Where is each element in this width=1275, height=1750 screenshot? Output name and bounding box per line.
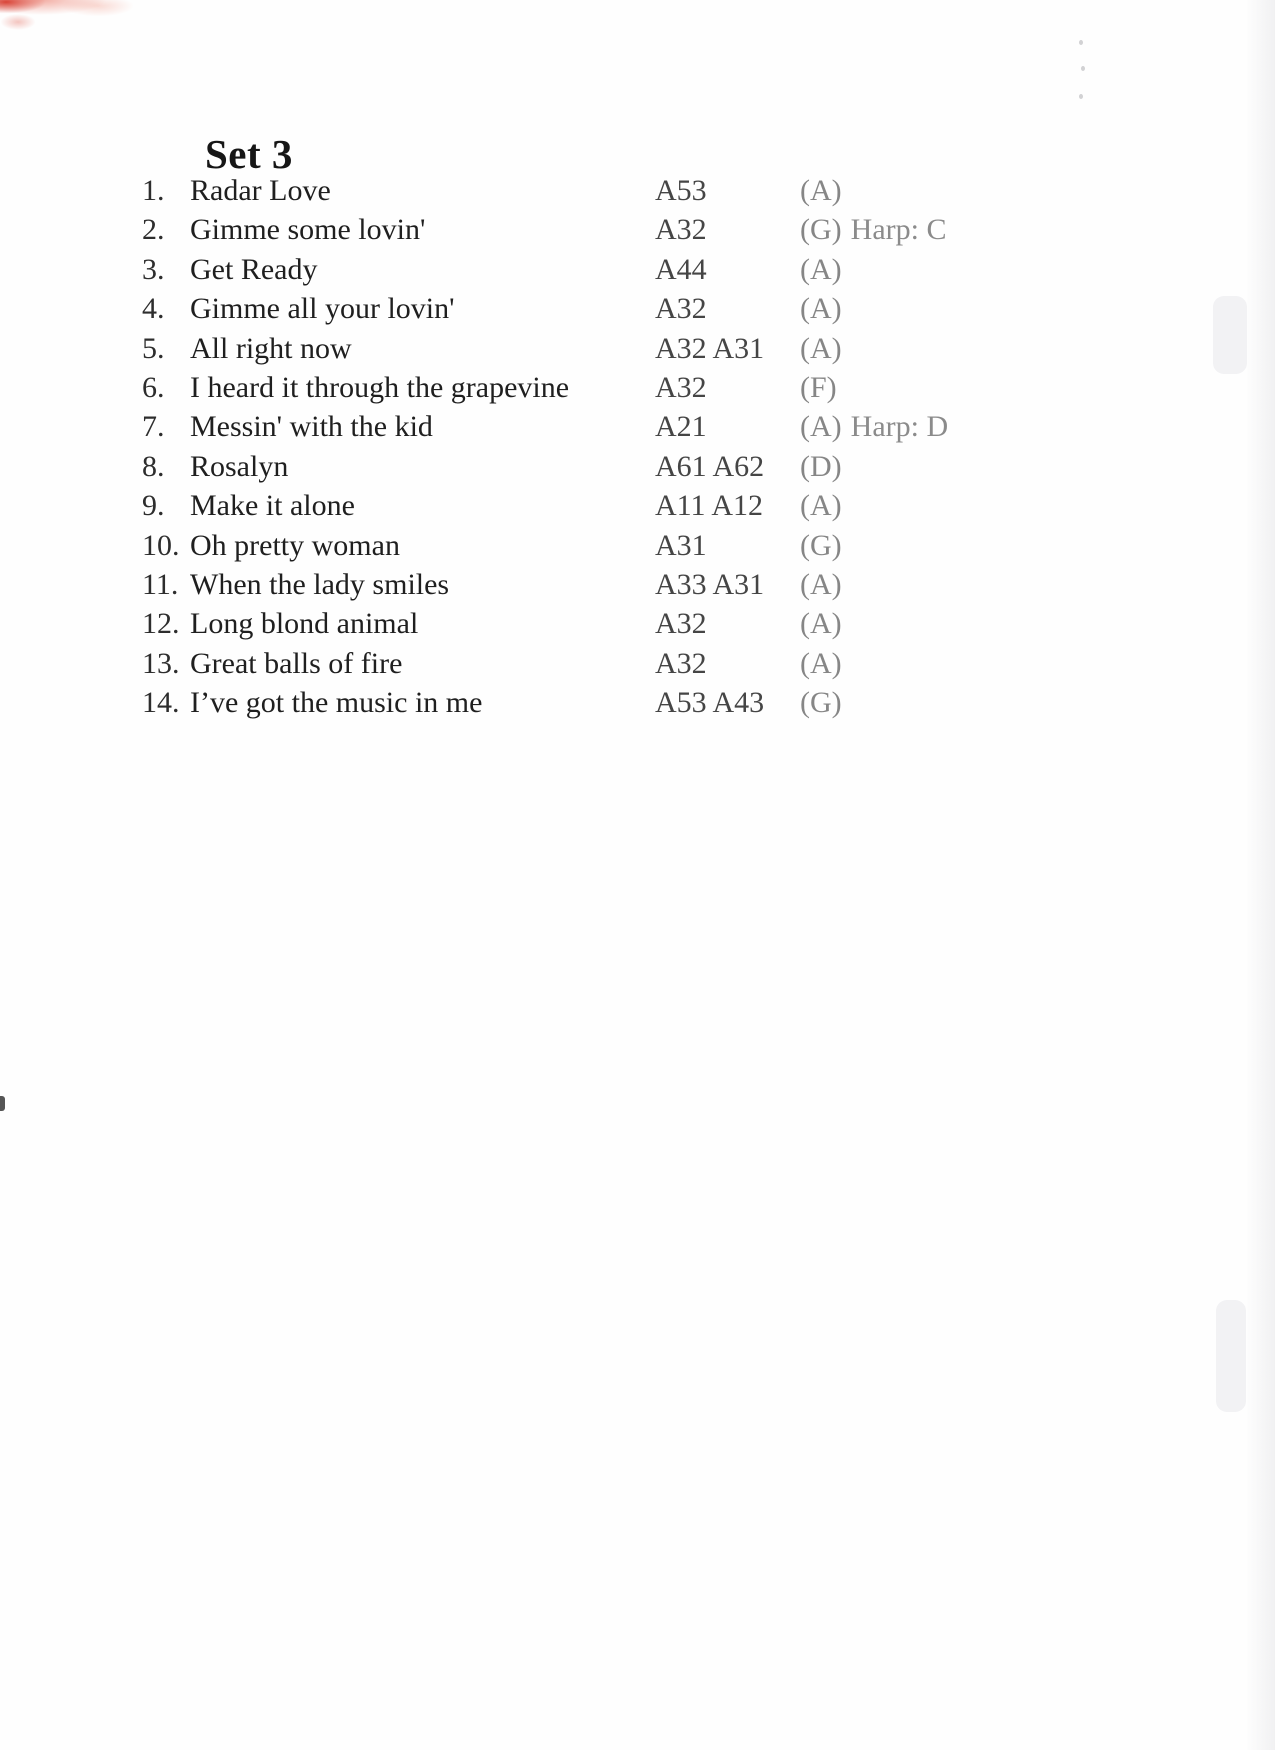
song-key-group: [800, 565, 851, 604]
song-title: Make it alone: [190, 489, 355, 523]
left-edge-mark-artifact: [0, 1096, 5, 1111]
song-key: (G): [800, 686, 842, 720]
song-key-group: [800, 447, 851, 486]
song-codes: A21: [655, 410, 707, 444]
song-title: I heard it through the grapevine: [190, 370, 570, 404]
song-key: (D): [800, 449, 842, 483]
song-row: [0, 210, 1275, 249]
song-key: (A): [800, 567, 842, 601]
song-key: (A): [800, 489, 842, 523]
song-key: (F): [800, 370, 837, 404]
song-codes: A11 A12: [655, 489, 764, 523]
red-corner-scan-artifact: [0, 0, 170, 40]
song-number: 1.: [142, 174, 165, 207]
song-codes: A53 A43: [655, 686, 765, 720]
song-key: (G): [800, 528, 842, 562]
song-row: [0, 644, 1275, 683]
song-row: [0, 368, 1275, 407]
song-codes: A33 A31: [655, 567, 765, 601]
song-title: Gimme all your lovin': [190, 292, 455, 326]
song-key-group: [800, 526, 851, 565]
song-codes: A53: [655, 174, 707, 207]
scan-speck: [1079, 94, 1083, 99]
song-number: 10.: [142, 528, 180, 562]
song-row: [0, 526, 1275, 565]
song-row: [0, 604, 1275, 643]
song-row: [0, 407, 1275, 446]
song-key: (A): [800, 252, 842, 286]
song-key-group: [800, 604, 851, 643]
song-row: [0, 329, 1275, 368]
song-row: [0, 683, 1275, 722]
song-key: (A): [800, 607, 842, 641]
song-title: I’ve got the music in me: [190, 686, 483, 720]
song-number: 6.: [142, 370, 165, 404]
song-key-group: [800, 210, 946, 249]
song-key-group: [800, 407, 948, 446]
song-key-group: [800, 644, 851, 683]
song-codes: A44: [655, 252, 707, 286]
song-title: Radar Love: [190, 174, 331, 207]
song-key-group: [800, 171, 851, 210]
song-harp-note: Harp: D: [850, 410, 949, 444]
song-number: 8.: [142, 449, 165, 483]
song-codes: A61 A62: [655, 449, 765, 483]
song-number: 12.: [142, 607, 180, 641]
song-codes: A31: [655, 528, 707, 562]
song-key: (A): [800, 646, 842, 680]
song-codes: A32: [655, 370, 707, 404]
song-key-group: [800, 368, 846, 407]
song-number: 11.: [142, 567, 179, 601]
song-row: [0, 289, 1275, 328]
song-title: When the lady smiles: [190, 567, 450, 601]
song-number: 5.: [142, 331, 165, 365]
song-number: 2.: [142, 213, 165, 247]
gray-band-artifact-bottom: [1216, 1300, 1246, 1412]
song-harp-note: Harp: C: [850, 213, 947, 247]
song-row: [0, 171, 1275, 210]
song-row: [0, 486, 1275, 525]
song-codes: A32: [655, 607, 707, 641]
song-number: 3.: [142, 252, 165, 286]
song-number: 7.: [142, 410, 165, 444]
song-row: [0, 447, 1275, 486]
scan-speck: [1079, 40, 1083, 45]
song-key-group: [800, 486, 851, 525]
song-key: (A): [800, 292, 842, 326]
song-row: [0, 250, 1275, 289]
song-key: (A): [800, 174, 842, 207]
song-key-group: [800, 250, 851, 289]
song-title: Gimme some lovin': [190, 213, 426, 247]
song-number: 13.: [142, 646, 180, 680]
page-title: Set 3: [205, 131, 293, 177]
song-key: (A): [800, 331, 842, 365]
song-title: Great balls of fire: [190, 646, 403, 680]
song-number: 9.: [142, 489, 165, 523]
song-title: Get Ready: [190, 252, 318, 286]
song-key-group: [800, 329, 851, 368]
song-number: 14.: [142, 686, 180, 720]
song-key: (A): [800, 410, 842, 444]
song-codes: A32: [655, 292, 707, 326]
song-key-group: [800, 683, 851, 722]
song-codes: A32: [655, 213, 707, 247]
song-number: 4.: [142, 292, 165, 326]
scan-speck: [1081, 66, 1085, 71]
song-title: Messin' with the kid: [190, 410, 433, 444]
song-list: [0, 171, 1275, 722]
song-row: [0, 565, 1275, 604]
song-title: All right now: [190, 331, 352, 365]
song-key: (G): [800, 213, 842, 247]
song-codes: A32: [655, 646, 707, 680]
song-title: Oh pretty woman: [190, 528, 400, 562]
song-title: Long blond animal: [190, 607, 419, 641]
song-key-group: [800, 289, 851, 328]
song-title: Rosalyn: [190, 449, 289, 483]
song-codes: A32 A31: [655, 331, 765, 365]
